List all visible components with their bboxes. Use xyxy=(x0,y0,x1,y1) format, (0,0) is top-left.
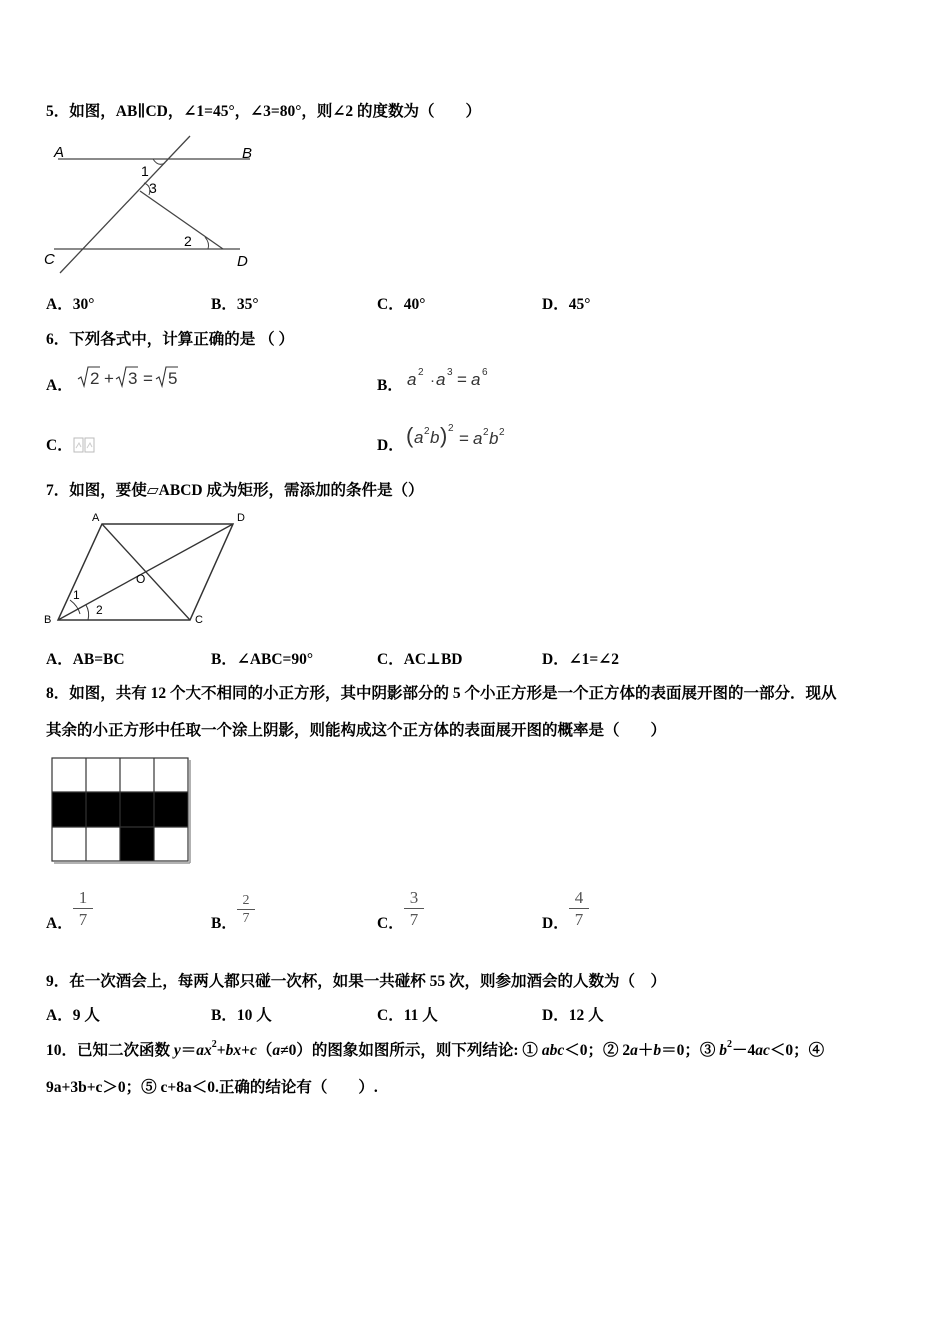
svg-text:·: · xyxy=(430,372,435,389)
q8-stem-line2: 其余的小正方形中任取一个涂上阴影，则能构成这个正方体的表面展开图的概率是（ ） xyxy=(46,722,667,739)
q8-option-a-label: A． xyxy=(46,915,73,932)
q8-option-b-fraction xyxy=(237,893,255,928)
q8-option-b-numerator: 2 xyxy=(237,893,255,910)
q8-option-c-numerator: 3 xyxy=(404,888,424,909)
q8-option-d-fraction xyxy=(569,888,589,931)
q7-label-a: A xyxy=(92,512,100,524)
svg-text:b: b xyxy=(489,429,499,448)
q7-label-b: B xyxy=(44,614,52,626)
q7-angle-1: 1 xyxy=(73,588,80,602)
q8-option-b-label: B． xyxy=(211,915,237,932)
svg-text:a: a xyxy=(407,370,417,389)
svg-text:5: 5 xyxy=(168,369,178,388)
svg-text:=: = xyxy=(459,429,469,448)
q9-option-c: C．11 人 xyxy=(377,1007,438,1024)
q6-stem: 6．下列各式中，计算正确的是 （ ） xyxy=(46,331,295,348)
q5-angle-3: 3 xyxy=(149,180,157,196)
svg-text:=: = xyxy=(143,369,153,388)
q6-option-d-label: D． xyxy=(377,437,404,454)
svg-text:=: = xyxy=(457,370,467,389)
q7-figure xyxy=(40,510,255,630)
svg-text:2: 2 xyxy=(424,426,430,437)
q7-angle-2: 2 xyxy=(96,603,103,617)
q5-option-d: D．45° xyxy=(542,296,591,313)
q7-option-d: D．∠1=∠2 xyxy=(542,651,620,668)
svg-text:2: 2 xyxy=(499,427,505,438)
svg-text:b: b xyxy=(430,428,440,447)
q5-label-c: C xyxy=(44,251,55,268)
q8-option-c-fraction xyxy=(404,888,424,931)
q8-option-a-fraction xyxy=(73,888,93,931)
svg-text:a: a xyxy=(436,370,446,389)
q9-stem: 9．在一次酒会上，每两人都只碰一次杯，如果一共碰杯 55 次，则参加酒会的人数为（ ） xyxy=(46,973,667,990)
svg-text:+: + xyxy=(104,369,114,388)
q9-option-b: B．10 人 xyxy=(211,1007,272,1024)
q6-option-b-expression xyxy=(405,363,495,391)
svg-text:2: 2 xyxy=(418,367,424,378)
q8-option-c-label: C． xyxy=(377,915,404,932)
q5-stem: 5．如图，AB∥CD，∠1=45°，∠3=80°，则∠2 的度数为（ ） xyxy=(46,103,482,120)
q5-option-a: A．30° xyxy=(46,296,95,313)
q10-stem-line2: 9a+3b+c＞0；⑤ c+8a＜0.正确的结论有（ ）. xyxy=(46,1079,378,1096)
q6-option-b-label: B． xyxy=(377,377,403,394)
q5-option-b: B．35° xyxy=(211,296,259,313)
svg-text:3: 3 xyxy=(447,367,453,378)
q5-label-a: A xyxy=(54,144,65,161)
q7-option-b: B．∠ABC=90° xyxy=(211,651,314,668)
q6-option-c-broken-image-icon xyxy=(73,437,95,455)
q6-option-a-label: A． xyxy=(46,377,73,394)
q5-label-d: D xyxy=(237,253,248,270)
q8-option-a-numerator: 1 xyxy=(73,888,93,909)
q5-option-c: C．40° xyxy=(377,296,426,313)
q8-option-d-numerator: 4 xyxy=(569,888,589,909)
q8-option-d-label: D． xyxy=(542,915,569,932)
q7-stem: 7．如图，要使▱ABCD 成为矩形，需添加的条件是（） xyxy=(46,482,424,499)
q9-option-d: D．12 人 xyxy=(542,1007,604,1024)
q7-option-c: C．AC⊥BD xyxy=(377,651,463,668)
q9-option-a: A．9 人 xyxy=(46,1007,100,1024)
svg-text:a: a xyxy=(471,370,481,389)
q6-option-c-label: C． xyxy=(46,437,73,454)
svg-text:2: 2 xyxy=(90,369,100,388)
q8-stem-line1: 8．如图，共有 12 个大不相同的小正方形，其中阴影部分的 5 个小正方形是一个正方体的表面展开图的一部分．现从 xyxy=(46,685,837,702)
q5-angle-2: 2 xyxy=(184,233,192,249)
q5-figure xyxy=(40,133,265,278)
svg-text:(: ( xyxy=(406,423,414,448)
q6-option-a-expression xyxy=(76,363,188,391)
q6-option-d-expression xyxy=(405,420,515,452)
q10-stem-prefix: 10．已知二次函数 xyxy=(46,1042,174,1059)
q8-grid-figure xyxy=(50,756,192,864)
q10-stem-line1: 10．已知二次函数 $y=ax^2+bx+c(a\ne 0)$的图象如图所示，则下列结论: ① abc＜0；② 2a＋b＝0；③ $b^2-4ac<0$；④ xyxy=(46,1039,825,1059)
svg-text:a: a xyxy=(414,428,424,447)
q7-label-c: C xyxy=(195,614,203,626)
q5-label-b: B xyxy=(242,145,253,162)
q8-option-d-denominator: 7 xyxy=(574,910,584,929)
svg-text:3: 3 xyxy=(128,369,138,388)
q8-option-b-denominator: 7 xyxy=(242,911,250,926)
q8-option-a-denominator: 7 xyxy=(78,910,88,929)
svg-text:a: a xyxy=(473,429,483,448)
svg-text:2: 2 xyxy=(448,423,454,434)
q7-label-d: D xyxy=(237,512,245,524)
q7-label-o: O xyxy=(136,572,146,586)
q8-option-c-denominator: 7 xyxy=(409,910,419,929)
svg-text:6: 6 xyxy=(482,367,488,378)
svg-text:): ) xyxy=(440,423,448,448)
q5-angle-1: 1 xyxy=(141,163,149,179)
q7-option-a: A．AB=BC xyxy=(46,651,125,668)
svg-text:2: 2 xyxy=(483,427,489,438)
